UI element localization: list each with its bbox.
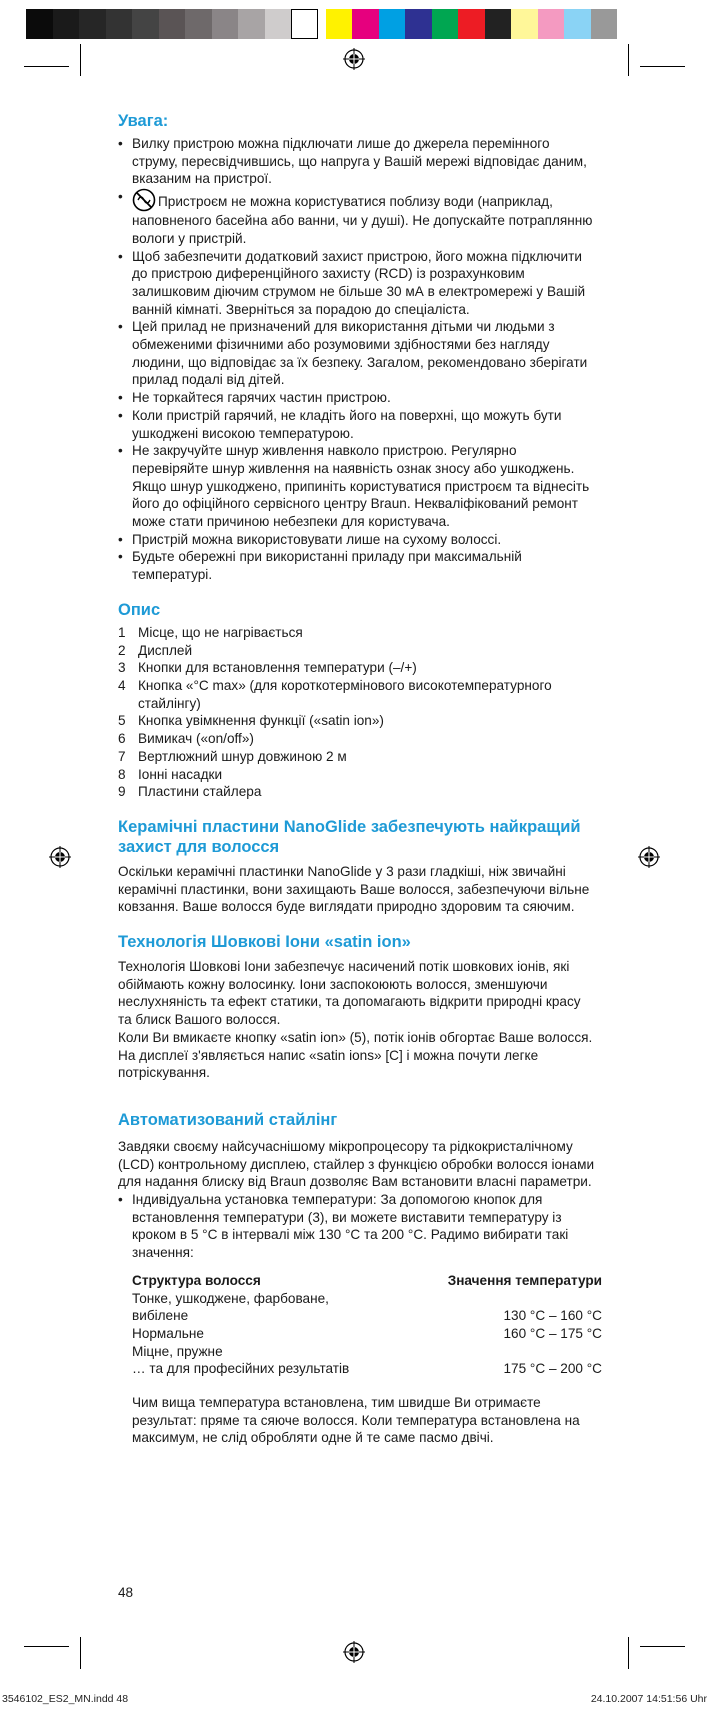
item-text: Місце, що не нагрівається [138,624,303,640]
color-swatch [106,9,133,39]
color-bar-gap [318,9,326,39]
list-item: • Коли пристрій гарячий, не кладіть його на поверхні, що можуть бути ушкоджені високою температурою. [118,407,596,442]
satin-text-2: Коли Ви вмикаєте кнопку «satin ion» (5), потік іонів обгортає Ваше волосся. На дисплеї з'являється напис «satin ions» [C] і можна почути легке потріскування. [118,1029,593,1081]
color-swatch [485,9,512,39]
satin-heading: Технологія Шовкові Іони «satin ion» [118,933,411,952]
color-swatch [538,9,565,39]
description-list [118,624,596,801]
list-item: • Щоб забезпечити додатковий захист пристрою, його можна підключити до пристрою диференційного захисту (RCD) із розрахунковим залишковим діючим струмом не більше 30 мА в електромережі у Вашій ванній кімнаті. Зверніться за порадою до спеціаліста. [118,248,596,319]
item-number: 2 [118,642,126,658]
color-swatch [79,9,106,39]
temperature-table [132,1272,602,1378]
item-number: 4 [118,677,126,693]
list-item [118,766,596,784]
page-content [118,111,602,1447]
color-swatch [132,9,159,39]
color-swatch [291,9,318,39]
item-number: 7 [118,748,126,764]
color-swatch [511,9,538,39]
list-item: • Індивідуальна установка температури: За допомогою кнопок для встановлення температури (3), ви можете виставити температуру із кроком в 5 °C в інтервалі між 130 °C та 200 °C. Радимо вибирати такі значення: [118,1191,596,1262]
list-item [118,624,596,642]
item-text: Кнопки для встановлення температури (–/+) [138,660,417,676]
table-cell: вибілене [132,1308,189,1324]
table-row [132,1307,602,1325]
list-item: • Не торкайтеся гарячих частин пристрою. [118,389,596,407]
table-row [132,1290,602,1308]
warning-list [118,135,596,584]
color-swatch [405,9,432,39]
list-item-text: Пристроєм не можна користуватися поблизу води (наприклад, наповненого басейна або ванни, чи у душі). Не допускайте потраплянню вологи у пристрій. [132,194,593,246]
crop-mark [80,44,81,76]
color-swatch [352,9,379,39]
crop-mark [628,44,629,76]
registration-mark-icon [343,1641,365,1663]
list-item [118,642,596,660]
item-text: Кнопка увімкнення функції («satin ion») [138,713,384,729]
color-swatch [379,9,406,39]
color-swatch [212,9,239,39]
color-swatch [238,9,265,39]
item-number: 8 [118,766,126,782]
table-header-row [132,1272,602,1290]
item-text: Іонні насадки [138,766,223,782]
footer-file: 3546102_ES2_MN.indd 48 [2,1693,129,1705]
color-swatch [265,9,292,39]
item-number: 5 [118,713,126,729]
item-text: Дисплей [138,642,193,658]
list-item [118,730,596,748]
color-swatch [326,9,353,39]
crop-mark [80,1637,81,1669]
table-header: Структура волосся [132,1272,261,1288]
ceramic-text: Оскільки керамічні пластинки NanoGlide у 3 рази гладкіші, ніж звичайні керамічні пластинки, вони захищають Ваше волосся, забезпечуючи вільне ковзання. Ваше волосся буде виглядати природно здоровим та сяючим. [118,863,590,915]
table-row [132,1343,602,1361]
color-swatch [53,9,80,39]
auto-heading: Автоматизований стайлінг [118,1110,338,1129]
item-number: 3 [118,660,126,676]
list-item [118,783,596,801]
footer-timestamp: 24.10.2007 14:51:56 Uhr [590,1693,707,1705]
item-text: Вертлюжний шнур довжиною 2 м [138,748,347,764]
table-row [132,1325,602,1343]
no-water-icon [132,188,156,212]
list-item [118,712,596,730]
table-cell: Міцне, пружне [132,1343,223,1359]
satin-text: Технологія Шовкові Іони забезпечує насичений потік шовкових іонів, які обіймають кожну волосинку. Іони заспокоюють волосся, зменшуючи неслухняність та ефект статики, та допомагають відкрити природні красу та блиск Вашого волосся. [118,959,581,1028]
crop-mark [640,1646,685,1647]
item-text: Кнопка «°C max» (для короткотермінового високотемпературного стайлінгу) [138,677,552,711]
table-cell: 160 °C – 175 °C [503,1325,602,1341]
table-cell: 130 °C – 160 °C [503,1308,602,1324]
item-text: Вимикач («on/off») [138,731,254,747]
table-header: Значення температури [447,1272,602,1288]
auto-intro: Завдяки своєму найсучаснішому мікропроцесору та рідкокристалічному (LCD) контрольному дисплею, стайлер з функцією обробки волосся іонами для надання блиску від Braun дозволяє Вам встановити власні параметри. [118,1138,595,1190]
description-heading: Опис [118,600,161,619]
warning-heading: Увага: [118,112,169,130]
item-number: 9 [118,784,126,800]
color-swatch [591,9,618,39]
item-text: Пластини стайлера [138,784,262,800]
ceramic-heading: Керамічні пластини NanoGlide забезпечують найкращий захист для волосся [118,817,581,856]
registration-mark-icon [638,846,660,868]
table-cell: Нормальне [132,1325,204,1341]
list-item [118,659,596,677]
color-swatch [26,9,53,39]
item-number: 1 [118,624,126,640]
table-row [132,1360,602,1378]
color-swatch [185,9,212,39]
registration-mark-icon [343,48,365,70]
list-item: • Будьте обережні при використанні приладу при максимальній температурі. [118,548,596,583]
table-cell: … та для професійних результатів [132,1361,350,1377]
color-swatch [159,9,186,39]
auto-outro: Чим вища температура встановлена, тим швидше Ви отримаєте результат: пряме та сяюче волосся. Коли температура встановлена на максимум, не слід обробляти одне й те саме пасмо двічі. [132,1395,580,1446]
table-cell: Тонке, ушкоджене, фарбоване, [132,1290,329,1306]
list-item: • Цей прилад не призначений для використання дітьми чи людьми з обмеженими фізичними або розумовими здібностями без нагляду людини, що відповідає за їх безпеку. Загалом, рекомендовано зберігати прилад подалі від дітей. [118,318,596,389]
crop-mark [24,66,69,67]
list-item: • Вилку пристрою можна підключати лише до джерела перемінного струму, пересвідчившись, що напруга у Вашій мережі відповідає даним, вказаним на пристрої. [118,135,596,188]
color-calibration-bar [26,9,617,39]
auto-list [118,1191,596,1262]
crop-mark [24,1646,69,1647]
item-number: 6 [118,731,126,747]
crop-mark [628,1637,629,1669]
color-swatch [458,9,485,39]
color-swatch [432,9,459,39]
list-item [118,748,596,766]
list-item: • Не закручуйте шнур живлення навколо пристрою. Регулярно перевіряйте шнур живлення на наявність ознак зносу або ушкоджень. Якщо шнур ушкоджено, припиніть користуватися пристроєм та віднесіть його до офіційного сервісного центру Braun. Некваліфікований ремонт може стати причиною небезпеки для користувача. [118,442,596,531]
list-item: • Пристрій можна використовувати лише на сухому волоссі. [118,531,596,549]
list-item [118,188,596,247]
color-swatch [564,9,591,39]
page-number: 48 [118,1585,134,1600]
table-cell: 175 °C – 200 °C [503,1361,602,1377]
list-item [118,677,596,712]
crop-mark [640,66,685,67]
registration-mark-icon [49,846,71,868]
